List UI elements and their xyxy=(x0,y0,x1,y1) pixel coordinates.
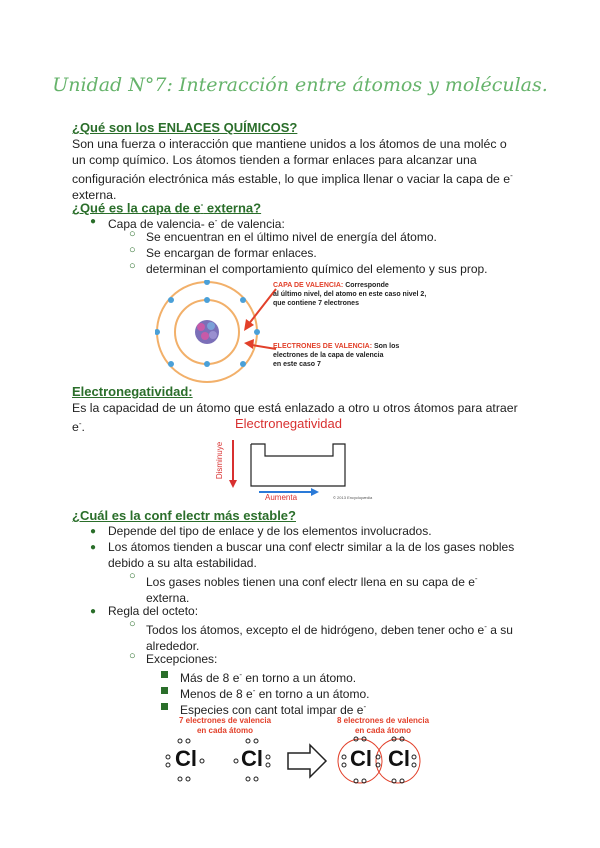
cl-atom: Cl xyxy=(350,746,372,771)
horizontal-label: Aumenta xyxy=(265,493,298,502)
bullet-dot: ● xyxy=(90,216,97,227)
cl-atom: Cl xyxy=(388,746,410,771)
exception-item: Menos de 8 e- en torno a un átomo. xyxy=(180,686,370,701)
bullet-dot: ● xyxy=(90,526,97,537)
heading-capa-externa: ¿Qué es la capa de e- externa? xyxy=(72,200,262,216)
bullet-dot: ● xyxy=(90,606,97,617)
sub-item: Los gases nobles tienen una conf electr llena en su capa de e- externa. xyxy=(146,574,478,605)
paragraph-enlaces xyxy=(72,136,532,203)
sub-item: Se encargan de formar enlaces. xyxy=(146,246,317,260)
bullet-item: Depende del tipo de enlace y de los elementos involucrados. xyxy=(108,524,432,538)
cl-right-label: 8 electrones de valencia en cada átomo xyxy=(336,716,430,735)
cl-atom: Cl xyxy=(175,746,197,771)
bullet-square xyxy=(161,687,168,694)
electronegativity-image xyxy=(215,416,373,504)
image-credit: © 2013 Encyclopædia xyxy=(333,495,373,500)
text-line: Son una fuerza o interacción que mantiene unidos a los átomos de una moléc o xyxy=(72,137,507,151)
heading-conf-estable: ¿Cuál es la conf electr más estable? xyxy=(72,508,296,523)
text-line: e-. xyxy=(72,419,85,435)
bullet-item: Regla del octeto: xyxy=(108,604,199,618)
exception-item: Más de 8 e- en torno a un átomo. xyxy=(180,670,357,685)
cl-left-label: 7 electrones de valencia en cada átomo xyxy=(178,716,272,735)
sub-item: Se encuentran en el último nivel de energía del átomo. xyxy=(146,230,437,244)
annotation-capa-valencia: CAPA DE VALENCIA: Corresponde al último nivel, del atomo en este caso nivel 2, que contiene 7 electrones xyxy=(273,282,427,307)
bullet-circle: ○ xyxy=(129,570,136,582)
bullet-item: Los átomos tienden a buscar una conf electr similar a la de los gases nobles debido a su alta estabilidad. xyxy=(108,540,515,570)
text-line: un comp químico. Los átomos tienden a formar enlaces para alcanzar una xyxy=(72,153,477,167)
image-title: Electronegatividad xyxy=(235,416,342,431)
sub-item: Todos los átomos, excepto el de hidrógeno, deben tener ocho e- a su alrededor. xyxy=(146,622,513,653)
bullet-square xyxy=(161,703,168,710)
bullet-circle: ○ xyxy=(129,260,136,272)
page-title: Unidad N°7: Interacción entre átomos y moléculas. xyxy=(52,74,548,96)
exception-item: Especies con cant total impar de e- xyxy=(180,702,367,717)
periodic-table-outline xyxy=(215,416,365,504)
cl-atom: Cl xyxy=(241,746,263,771)
bullet-circle: ○ xyxy=(129,650,136,662)
heading-electronegatividad: Electronegatividad: xyxy=(72,384,193,399)
text-line: externa. xyxy=(72,188,117,203)
bullet-dot: ● xyxy=(90,542,97,553)
sub-item: determinan el comportamiento químico del elemento y sus prop. xyxy=(146,262,488,276)
bullet-square xyxy=(161,671,168,678)
bullet-circle: ○ xyxy=(129,244,136,256)
bullet-capa-valencia: Capa de valencia- e- de valencia: xyxy=(108,216,285,231)
heading-enlaces: ¿Qué son los ENLACES QUÍMICOS? xyxy=(72,120,298,135)
bullet-circle: ○ xyxy=(129,228,136,240)
text-line: Es la capacidad de un átomo que está enlazado a otro u otros átomos para atraer xyxy=(72,401,518,415)
bullet-circle: ○ xyxy=(129,618,136,630)
annotation-electrones-valencia: ELECTRONES DE VALENCIA: Son los electrones de la capa de valencia en este caso 7 xyxy=(273,343,400,368)
sub-item: Excepciones: xyxy=(146,652,218,666)
text-line: configuración electrónica más estable, lo que implica llenar o vaciar la capa de e- xyxy=(72,171,513,187)
vertical-label: Disminuye xyxy=(215,441,225,480)
